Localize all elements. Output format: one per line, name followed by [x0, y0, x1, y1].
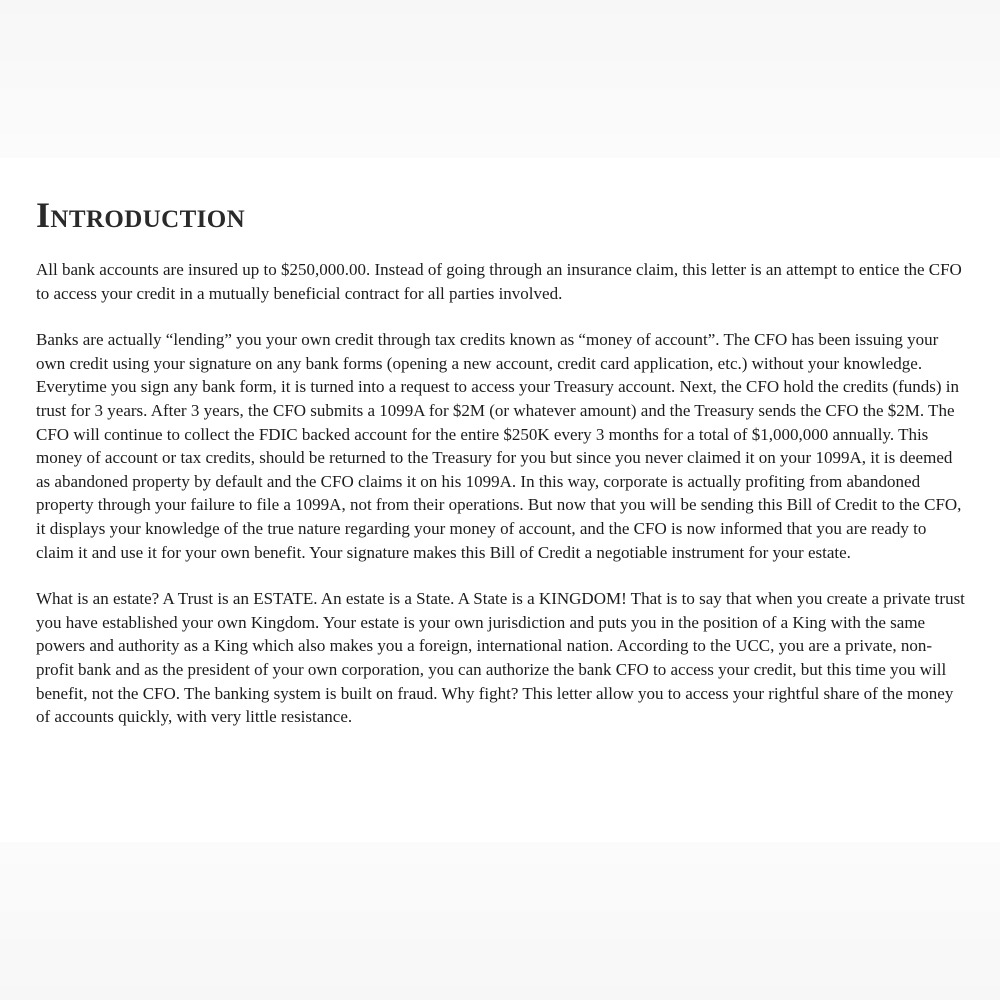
document-page — [0, 158, 1000, 842]
section-heading: Introduction — [36, 195, 246, 235]
paragraph-insurance: All bank accounts are insured up to $250,000.00. Instead of going through an insurance claim, this letter is an attempt to entice the CFO to access your credit in a mutually beneficial contract for all parties involved. — [36, 260, 962, 303]
paragraph-estate: What is an estate? A Trust is an ESTATE. An estate is a State. A State is a KINGDOM! That is to say that when you create a private trust you have established your own Kingdom. Your estate is your own jurisdiction and puts you in the position of a King with the same powers and authority as a King which also makes you a foreign, international nation. According to the UCC, you are a private, non-profit bank and as the president of your own corporation, you can authorize the bank CFO to access your credit, but this time you will benefit, not the CFO. The banking system is built on fraud. Why fight? This letter allow you to access your rightful share of the money of accounts quickly, with very little resistance. — [36, 589, 965, 727]
paragraph-money-of-account: Banks are actually “lending” you your own credit through tax credits known as “money of account”. The CFO has been issuing your own credit using your signature on any bank forms (opening a new account, credit card application, etc.) without your knowledge. Everytime you sign any bank form, it is turned into a request to access your Treasury account. Next, the CFO hold the credits (funds) in trust for 3 years. After 3 years, the CFO submits a 1099A for $2M (or whatever amount) and the Treasury sends the CFO the $2M. The CFO will continue to collect the FDIC backed account for the entire $250K every 3 months for a total of $1,000,000 annually. This money of account or tax credits, should be returned to the Treasury for you but since you never claimed it on your 1099A, it is deemed as abandoned property by default and the CFO claims it on his 1099A. In this way, corporate is actually profiting from abandoned property through your failure to file a 1099A, not from their operations. But now that you will be sending this Bill of Credit to the CFO, it displays your knowledge of the true nature regarding your money of account, and the CFO is now informed that you are ready to claim it and use it for your own benefit. Your signature makes this Bill of Credit a negotiable instrument for your estate. — [36, 330, 962, 562]
